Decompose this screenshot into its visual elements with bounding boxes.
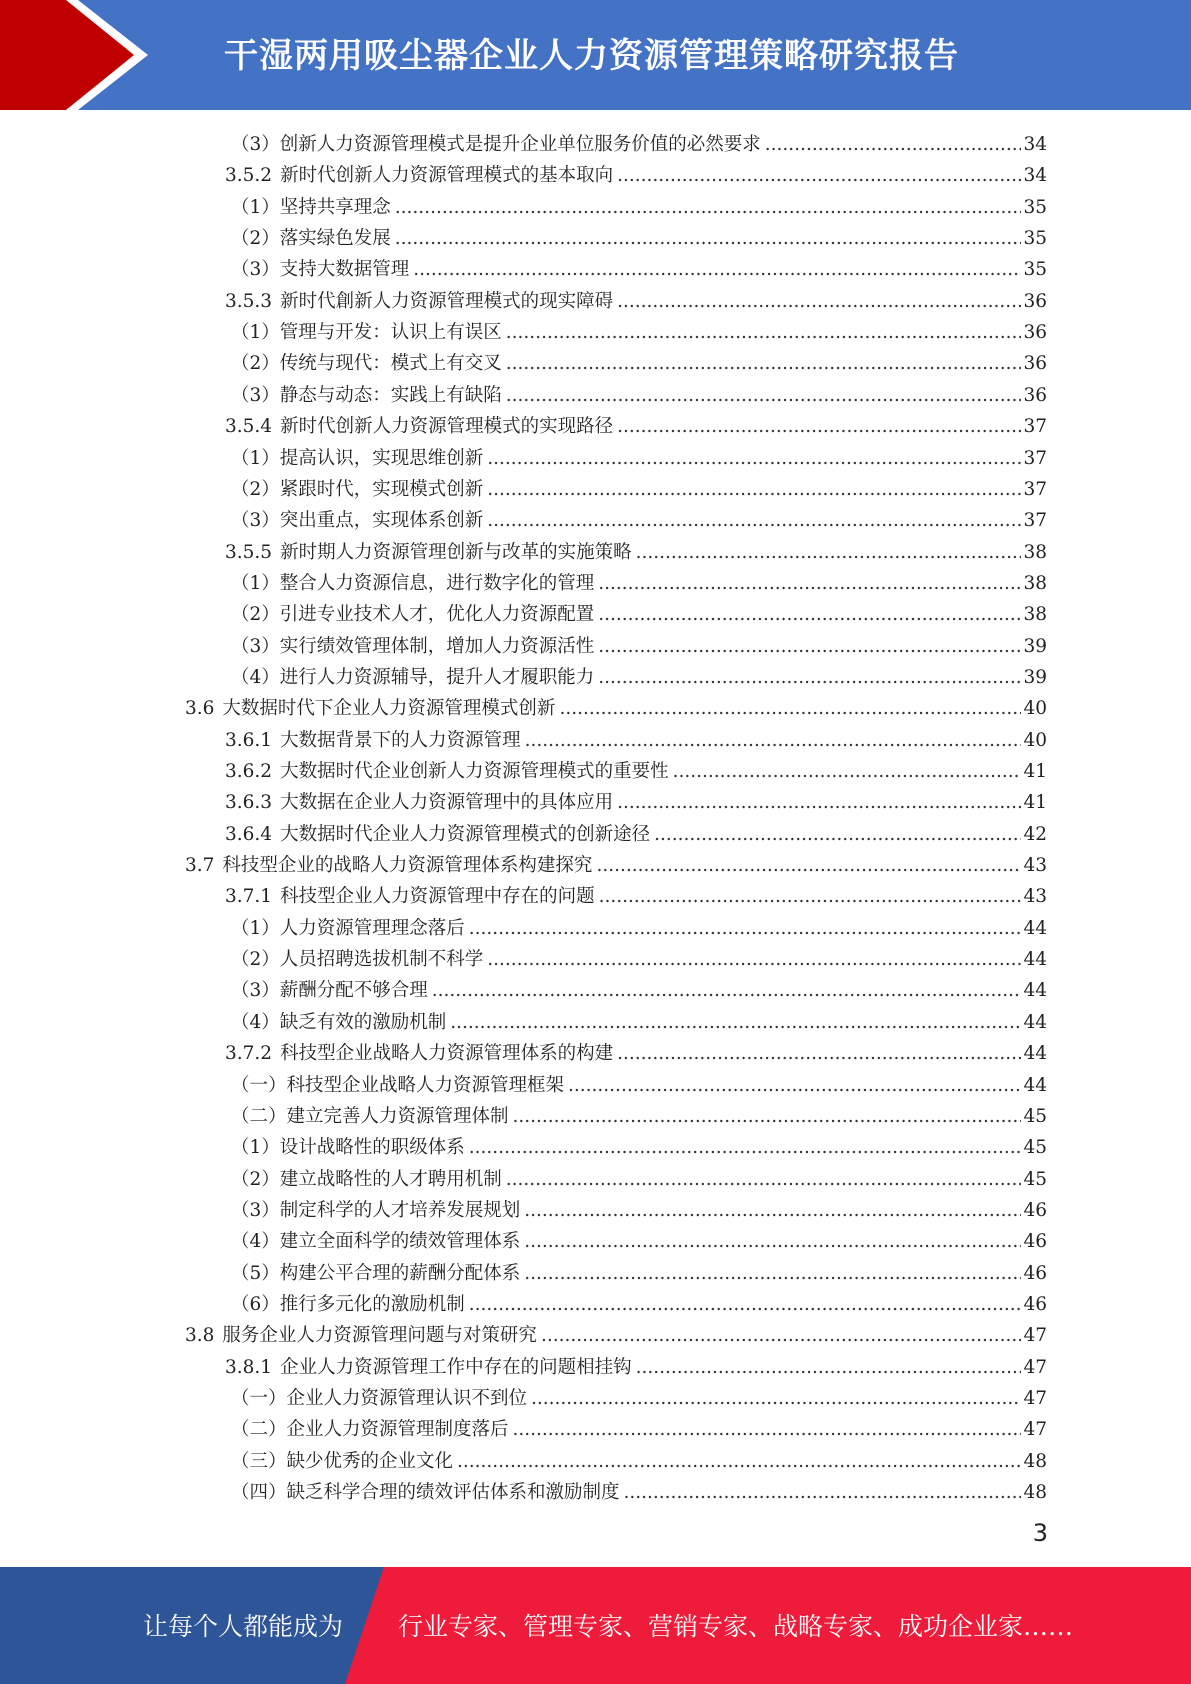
toc-entry-title: （1）整合人力资源信息，进行数字化的管理 [231, 572, 595, 594]
toc-dot-leader [524, 1258, 1021, 1289]
toc-entry[interactable] [225, 725, 1047, 756]
toc-dot-leader [617, 1038, 1021, 1069]
toc-entry[interactable] [231, 944, 1047, 975]
toc-entry[interactable] [225, 411, 1047, 442]
page-footer [0, 1567, 1191, 1684]
toc-entry[interactable] [231, 317, 1047, 348]
toc-dot-leader [598, 568, 1021, 599]
toc-entry-title: （2）落实绿色发展 [231, 228, 391, 250]
toc-entry-title: （1）坚持共享理念 [231, 196, 391, 218]
toc-entry[interactable] [231, 1007, 1047, 1038]
toc-entry-page: 37 [1023, 447, 1047, 469]
toc-entry-title: （2）建立战略性的人才聘用机制 [231, 1168, 502, 1190]
toc-entry-title: （3）突出重点，实现体系创新 [231, 510, 484, 532]
toc-entry-title: （3）薪酬分配不够合理 [231, 980, 428, 1002]
toc-entry-page: 35 [1023, 228, 1047, 250]
toc-entry-title: （2）紧跟时代，实现模式创新 [231, 478, 484, 500]
toc-entry-title: （4）缺乏有效的激励机制 [231, 1011, 447, 1033]
toc-entry[interactable] [231, 254, 1047, 285]
toc-entry-page: 46 [1023, 1199, 1047, 1221]
toc-entry-page: 45 [1023, 1105, 1047, 1127]
toc-entry-page: 44 [1023, 1043, 1047, 1065]
toc-dot-leader [568, 1070, 1021, 1101]
toc-entry-title: （2）人员招聘选拔机制不科学 [231, 949, 484, 971]
toc-entry[interactable] [231, 913, 1047, 944]
toc-entry-page: 35 [1023, 196, 1047, 218]
toc-dot-leader [487, 944, 1021, 975]
toc-entry[interactable] [225, 1352, 1047, 1383]
toc-entry-page: 46 [1023, 1293, 1047, 1315]
toc-entry[interactable] [225, 537, 1047, 568]
toc-dot-leader [413, 254, 1021, 285]
toc-entry-page: 47 [1023, 1325, 1047, 1347]
toc-entry[interactable] [231, 1383, 1047, 1414]
toc-entry[interactable] [231, 443, 1047, 474]
toc-entry-number: 3.5.5 [225, 541, 273, 563]
toc-dot-leader [636, 537, 1022, 568]
toc-entry-title: （1）设计战略性的职级体系 [231, 1137, 465, 1159]
toc-dot-leader [457, 1446, 1021, 1477]
toc-entry-number: 3.5.2 [225, 165, 273, 187]
toc-entry-page: 44 [1023, 917, 1047, 939]
toc-dot-leader [487, 474, 1021, 505]
toc-entry-title: 科技型企业战略人力资源管理体系的构建 [280, 1043, 614, 1065]
toc-entry[interactable] [231, 348, 1047, 379]
toc-entry-page: 40 [1023, 729, 1047, 751]
toc-entry-page: 44 [1023, 1074, 1047, 1096]
toc-entry-page: 48 [1023, 1482, 1047, 1504]
toc-entry-title: （1）人力资源管理理念落后 [231, 917, 465, 939]
toc-entry-page: 47 [1023, 1388, 1047, 1409]
toc-dot-leader [559, 693, 1021, 724]
toc-entry[interactable] [185, 693, 1047, 724]
toc-entry[interactable] [231, 975, 1047, 1006]
toc-entry-page: 47 [1023, 1419, 1047, 1441]
toc-entry[interactable] [231, 1195, 1047, 1226]
toc-dot-leader [432, 975, 1022, 1006]
toc-entry-number: 3.7 [185, 855, 215, 877]
toc-dot-leader [617, 787, 1021, 818]
toc-entry-page: 42 [1023, 823, 1047, 845]
toc-entry-title: （3）实行绩效管理体制，增加人力资源活性 [231, 635, 595, 657]
toc-entry-title: （一）科技型企业战略人力资源管理框架 [231, 1074, 565, 1096]
toc-entry-number: 3.5.4 [225, 416, 273, 438]
toc-entry[interactable] [231, 1289, 1047, 1320]
toc-entry-title: （二）建立完善人力资源管理体制 [231, 1105, 509, 1127]
toc-entry[interactable] [231, 1258, 1047, 1289]
toc-dot-leader [636, 1352, 1022, 1383]
toc-dot-leader [765, 129, 1022, 160]
toc-dot-leader [513, 1414, 1022, 1445]
toc-entry[interactable] [231, 1477, 1047, 1508]
toc-entry[interactable] [225, 286, 1047, 317]
toc-dot-leader [599, 881, 1022, 912]
toc-entry-page: 36 [1023, 322, 1047, 344]
toc-dot-leader [395, 192, 1022, 223]
toc-entry[interactable] [225, 819, 1047, 850]
toc-entry-number: 3.7.1 [225, 886, 273, 908]
toc-entry[interactable] [185, 1320, 1047, 1351]
toc-entry-number: 3.7.2 [225, 1043, 273, 1065]
toc-entry[interactable] [225, 756, 1047, 787]
toc-entry[interactable] [231, 568, 1047, 599]
toc-entry-title: 大数据在企业人力资源管理中的具体应用 [280, 792, 614, 814]
toc-entry-number: 3.6.4 [225, 823, 273, 845]
toc-entry-page: 40 [1023, 698, 1047, 720]
toc-entry-page: 34 [1023, 165, 1047, 187]
toc-entry[interactable] [231, 1132, 1047, 1163]
toc-entry-page: 46 [1023, 1262, 1047, 1284]
report-title: 干湿两用吸尘器企业人力资源管理策略研究报告 [224, 36, 959, 76]
toc-entry-title: 新时期人力资源管理创新与改革的实施策略 [280, 541, 632, 563]
toc-entry-page: 38 [1023, 604, 1047, 626]
toc-dot-leader [541, 1320, 1022, 1351]
toc-entry[interactable] [185, 850, 1047, 881]
toc-entry[interactable] [231, 599, 1047, 630]
toc-entry-title: （5）构建公平合理的薪酬分配体系 [231, 1262, 521, 1284]
toc-entry-title: 新时代创新人力资源管理模式的实现路径 [280, 416, 614, 438]
toc-entry[interactable] [231, 662, 1047, 693]
toc-entry-title: （二）企业人力资源管理制度落后 [231, 1419, 509, 1441]
toc-entry-title: （4）进行人力资源辅导，提升人才履职能力 [231, 666, 595, 688]
toc-entry[interactable] [231, 380, 1047, 411]
toc-entry-page: 36 [1023, 290, 1047, 312]
toc-dot-leader [469, 913, 1022, 944]
toc-entry-title: （三）缺少优秀的企业文化 [231, 1450, 454, 1472]
toc-entry-number: 3.6.1 [225, 729, 273, 751]
toc-entry-page: 38 [1023, 572, 1047, 594]
toc-entry[interactable] [231, 505, 1047, 536]
toc-entry-number: 3.6.3 [225, 792, 273, 814]
toc-entry-page: 43 [1023, 855, 1047, 877]
toc-entry-page: 37 [1023, 510, 1047, 532]
toc-entry-page: 37 [1023, 416, 1047, 438]
toc-entry-title: （3）支持大数据管理 [231, 259, 410, 281]
toc-entry-page: 41 [1023, 761, 1047, 782]
toc-entry-title: 企业人力资源管理工作中存在的问题相挂钩 [280, 1356, 632, 1378]
toc-entry-number: 3.6.2 [225, 761, 273, 782]
toc-dot-leader [598, 599, 1021, 630]
toc-dot-leader [487, 505, 1021, 536]
toc-dot-leader [617, 411, 1021, 442]
toc-entry-page: 35 [1023, 259, 1047, 281]
toc-entry-title: （6）推行多元化的激励机制 [231, 1293, 465, 1315]
toc-entry-page: 39 [1023, 666, 1047, 688]
toc-entry[interactable] [231, 1070, 1047, 1101]
toc-entry-page: 44 [1023, 1011, 1047, 1033]
toc-entry-title: 大数据时代下企业人力资源管理模式创新 [222, 698, 556, 720]
toc-entry[interactable] [231, 1101, 1047, 1132]
toc-entry[interactable] [231, 223, 1047, 254]
page-header [0, 0, 1191, 110]
toc-entry-title: （一）企业人力资源管理认识不到位 [231, 1388, 528, 1409]
toc-entry[interactable] [231, 474, 1047, 505]
toc-entry[interactable] [231, 192, 1047, 223]
toc-entry-title: （2）传统与现代：模式上有交叉 [231, 353, 502, 375]
toc-entry-page: 45 [1023, 1137, 1047, 1159]
toc-entry-page: 34 [1023, 134, 1047, 155]
toc-entry[interactable] [231, 1226, 1047, 1257]
toc-entry-page: 44 [1023, 949, 1047, 971]
toc-entry-page: 45 [1023, 1168, 1047, 1190]
toc-entry-number: 3.6 [185, 698, 215, 720]
toc-entry-title: （4）建立全面科学的绩效管理体系 [231, 1231, 521, 1253]
toc-dot-leader [531, 1383, 1021, 1414]
toc-entry[interactable] [231, 1164, 1047, 1195]
toc-entry-title: （1）提高认识，实现思维创新 [231, 447, 484, 469]
toc-entry-page: 37 [1023, 478, 1047, 500]
toc-entry[interactable] [225, 787, 1047, 818]
toc-entry-page: 44 [1023, 980, 1047, 1002]
toc-dot-leader [598, 662, 1021, 693]
toc-dot-leader [524, 1195, 1021, 1226]
toc-entry-page: 36 [1023, 353, 1047, 375]
toc-dot-leader [487, 443, 1021, 474]
toc-entry-title: 科技型企业的战略人力资源管理体系构建探究 [222, 855, 593, 877]
toc-dot-leader [673, 756, 1022, 787]
toc-entry-title: 大数据背景下的人力资源管理 [280, 729, 521, 751]
toc-entry-title: 服务企业人力资源管理问题与对策研究 [222, 1325, 537, 1347]
toc-entry-page: 47 [1023, 1356, 1047, 1378]
toc-entry-number: 3.8 [185, 1325, 215, 1347]
toc-entry-title: 新时代创新人力资源管理模式的基本取向 [280, 165, 614, 187]
toc-entry[interactable] [225, 160, 1047, 191]
toc-entry-page: 46 [1023, 1231, 1047, 1253]
toc-entry[interactable] [231, 1446, 1047, 1477]
toc-entry-title: （3）创新人力资源管理模式是提升企业单位服务价值的必然要求 [231, 134, 761, 155]
toc-entry-page: 36 [1023, 384, 1047, 406]
toc-dot-leader [506, 1164, 1022, 1195]
toc-dot-leader [654, 819, 1021, 850]
toc-dot-leader [525, 725, 1022, 756]
page-number: 3 [1032, 1519, 1048, 1547]
toc-entry-page: 41 [1023, 792, 1047, 814]
toc-entry-title: 大数据时代企业人力资源管理模式的创新途径 [280, 823, 651, 845]
toc-entry-title: （四）缺乏科学合理的绩效评估体系和激励制度 [231, 1482, 620, 1504]
toc-entry[interactable] [231, 129, 1047, 160]
footer-expert-list: 行业专家、管理专家、营销专家、战略专家、成功企业家…… [398, 1612, 1074, 1641]
toc-entry[interactable] [231, 631, 1047, 662]
toc-entry[interactable] [225, 881, 1047, 912]
toc-dot-leader [395, 223, 1022, 254]
toc-entry-page: 43 [1023, 886, 1047, 908]
toc-dot-leader [524, 1226, 1021, 1257]
toc-entry-page: 38 [1023, 541, 1047, 563]
toc-entry-page: 48 [1023, 1450, 1047, 1472]
toc-dot-leader [506, 380, 1022, 411]
toc-entry-title: 大数据时代企业创新人力资源管理模式的重要性 [280, 761, 669, 782]
toc-dot-leader [513, 1101, 1022, 1132]
toc-entry-number: 3.8.1 [225, 1356, 273, 1378]
toc-dot-leader [617, 160, 1021, 191]
toc-entry-title: （3）制定科学的人才培养发展规划 [231, 1199, 521, 1221]
toc-dot-leader [469, 1289, 1022, 1320]
toc-entry-title: （2）引进专业技术人才，优化人力资源配置 [231, 604, 595, 626]
header-arrow-decoration [0, 0, 150, 110]
toc-entry[interactable] [225, 1038, 1047, 1069]
toc-dot-leader [598, 631, 1021, 662]
toc-entry-title: 新时代創新人力资源管理模式的现实障碍 [280, 290, 614, 312]
toc-entry-title: 科技型企业人力资源管理中存在的问题 [280, 886, 595, 908]
footer-slogan: 让每个人都能成为 [143, 1612, 344, 1641]
toc-dot-leader [506, 317, 1022, 348]
toc-dot-leader [617, 286, 1021, 317]
toc-entry-title: （1）管理与开发：认识上有误区 [231, 322, 502, 344]
toc-dot-leader [450, 1007, 1021, 1038]
toc-dot-leader [506, 348, 1022, 379]
toc-dot-leader [596, 850, 1021, 881]
toc-entry-page: 39 [1023, 635, 1047, 657]
toc-entry-number: 3.5.3 [225, 290, 273, 312]
toc-dot-leader [624, 1477, 1022, 1508]
toc-dot-leader [469, 1132, 1022, 1163]
toc-entry-title: （3）静态与动态：实践上有缺陷 [231, 384, 502, 406]
toc-entry[interactable] [231, 1414, 1047, 1445]
